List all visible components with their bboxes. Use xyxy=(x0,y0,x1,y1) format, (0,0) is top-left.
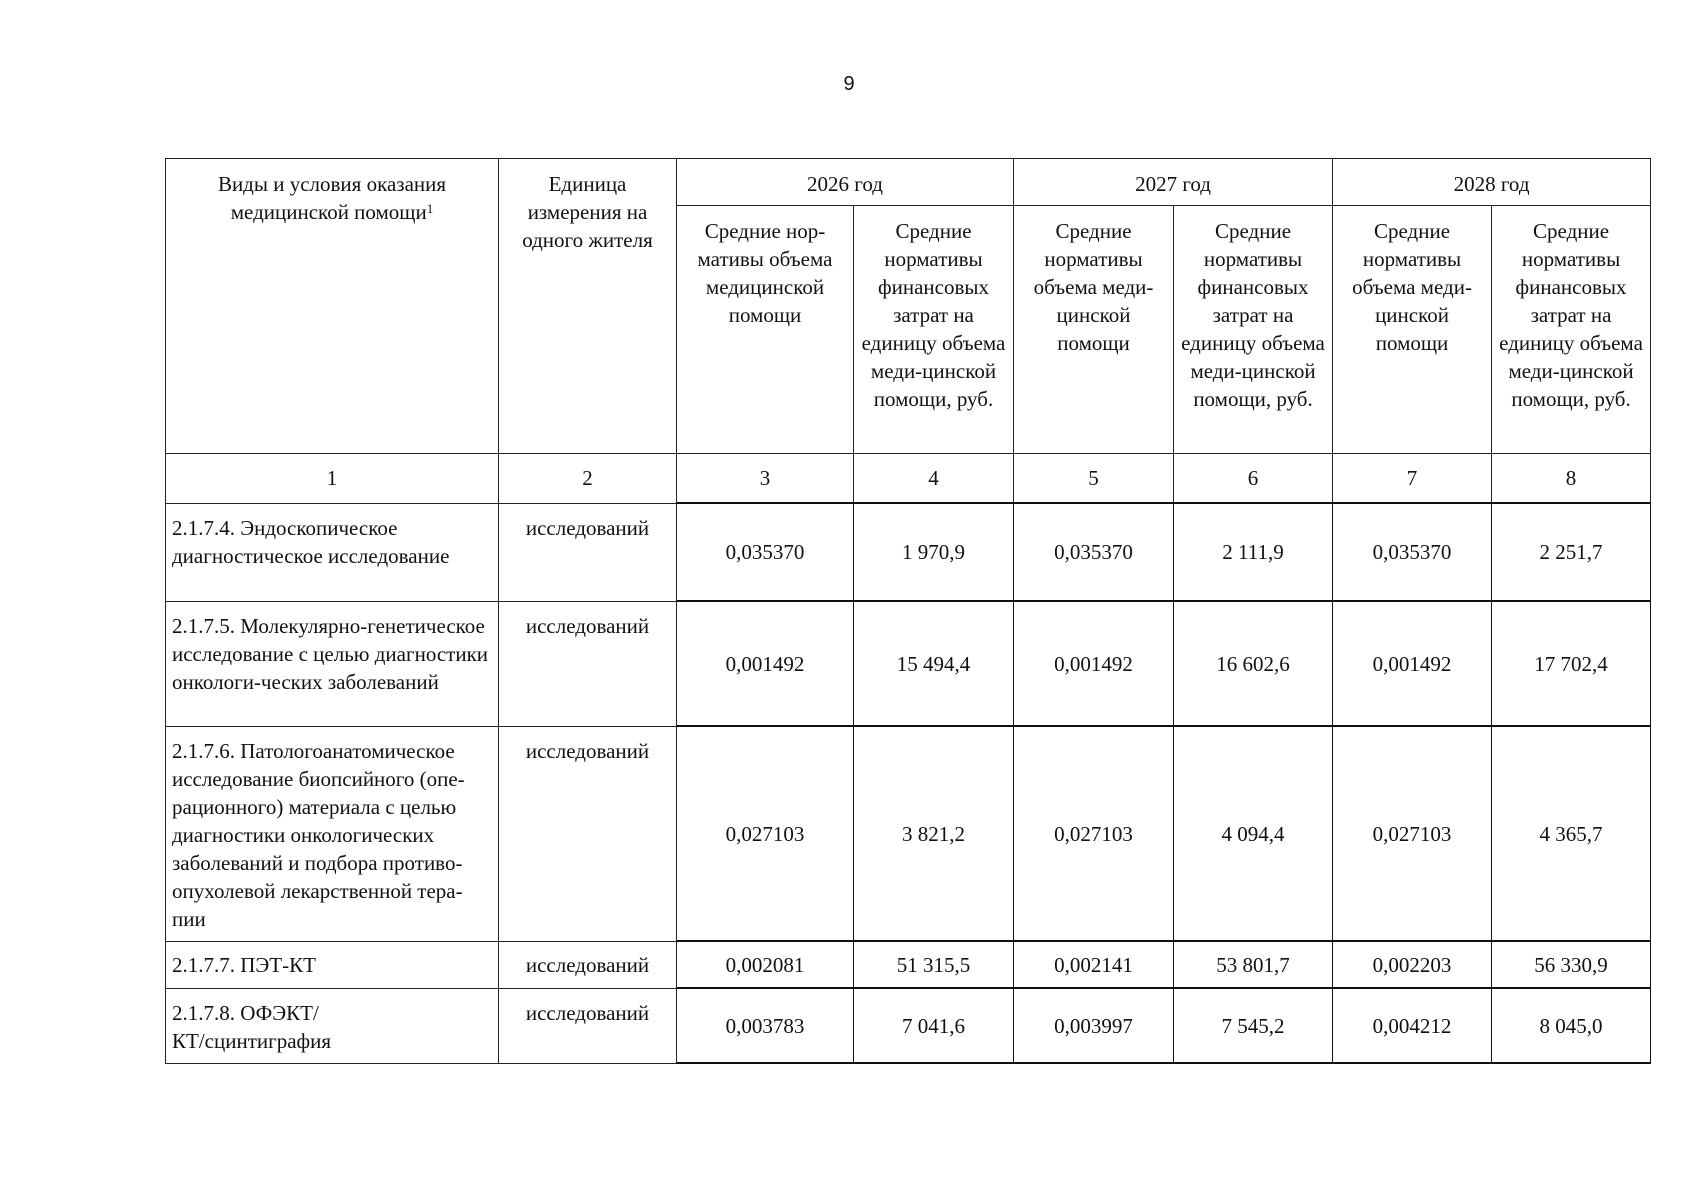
value-cell: 1 970,9 xyxy=(854,503,1014,601)
value-cell: 0,003997 xyxy=(1014,988,1174,1063)
table-row xyxy=(166,503,1651,601)
header-sub-5: Средние нормативы объема меди-цинской помощи xyxy=(1014,206,1174,454)
value-cell: 0,035370 xyxy=(1014,503,1174,601)
row-unit: исследований xyxy=(499,988,677,1063)
header-sub-7: Средние нормативы объема меди-цинской помощи xyxy=(1333,206,1492,454)
value-cell: 4 365,7 xyxy=(1492,726,1651,941)
row-name: 2.1.7.7. ПЭТ-КТ xyxy=(166,941,499,988)
header-sub-8: Средние нормативы финансовых затрат на единицу объема меди-цинской помощи, руб. xyxy=(1492,206,1651,454)
row-name: 2.1.7.6. Патологоанатомическое исследование биопсийного (опе-рационного) материала с целью диагностики онкологических заболеваний и подбора противо-опухолевой лекарственной тера-пии xyxy=(166,726,499,941)
value-cell: 53 801,7 xyxy=(1174,941,1333,988)
value-cell: 7 545,2 xyxy=(1174,988,1333,1063)
table-row xyxy=(166,988,1651,1063)
value-cell: 0,002203 xyxy=(1333,941,1492,988)
value-cell: 17 702,4 xyxy=(1492,601,1651,726)
value-cell: 0,002141 xyxy=(1014,941,1174,988)
value-cell: 16 602,6 xyxy=(1174,601,1333,726)
row-unit: исследований xyxy=(499,941,677,988)
header-col1-text: Виды и условия оказания медицинской помощи xyxy=(217,172,447,224)
header-sub-3: Средние нор-мативы объема медицинской помощи xyxy=(677,206,854,454)
header-sub-6: Средние нормативы финансовых затрат на единицу объема меди-цинской помощи, руб. xyxy=(1174,206,1333,454)
header-year-2027: 2027 год xyxy=(1014,159,1333,206)
value-cell: 8 045,0 xyxy=(1492,988,1651,1063)
norms-table xyxy=(165,158,1651,1064)
row-name: 2.1.7.5. Молекулярно-генетическое исследование с целью диагностики онкологи-ческих заболеваний xyxy=(166,601,499,726)
value-cell: 0,002081 xyxy=(677,941,854,988)
row-name: 2.1.7.8. ОФЭКТ/КТ/сцинтиграфия xyxy=(166,988,499,1063)
value-cell: 0,027103 xyxy=(677,726,854,941)
column-number: 4 xyxy=(854,454,1014,504)
value-cell: 0,027103 xyxy=(1014,726,1174,941)
value-cell: 51 315,5 xyxy=(854,941,1014,988)
value-cell: 0,027103 xyxy=(1333,726,1492,941)
value-cell: 2 111,9 xyxy=(1174,503,1333,601)
header-col1 xyxy=(166,159,499,454)
column-number: 5 xyxy=(1014,454,1174,504)
column-number: 8 xyxy=(1492,454,1651,504)
value-cell: 7 041,6 xyxy=(854,988,1014,1063)
value-cell: 56 330,9 xyxy=(1492,941,1651,988)
value-cell: 3 821,2 xyxy=(854,726,1014,941)
value-cell: 0,004212 xyxy=(1333,988,1492,1063)
value-cell: 0,001492 xyxy=(1333,601,1492,726)
value-cell: 15 494,4 xyxy=(854,601,1014,726)
column-number: 6 xyxy=(1174,454,1333,504)
column-number: 7 xyxy=(1333,454,1492,504)
table-row xyxy=(166,941,1651,988)
table-row xyxy=(166,601,1651,726)
row-unit: исследований xyxy=(499,726,677,941)
header-year-2026: 2026 год xyxy=(677,159,1014,206)
value-cell: 0,035370 xyxy=(1333,503,1492,601)
value-cell: 0,001492 xyxy=(677,601,854,726)
column-numbers-row xyxy=(166,454,1651,504)
footnote-marker: 1 xyxy=(426,201,434,216)
value-cell: 0,001492 xyxy=(1014,601,1174,726)
column-number: 2 xyxy=(499,454,677,504)
header-row-years xyxy=(166,159,1651,206)
header-year-2028: 2028 год xyxy=(1333,159,1651,206)
value-cell: 2 251,7 xyxy=(1492,503,1651,601)
column-number: 1 xyxy=(166,454,499,504)
column-number: 3 xyxy=(677,454,854,504)
row-unit: исследований xyxy=(499,601,677,726)
header-sub-4: Средние нормативы финансовых затрат на единицу объема меди-цинской помощи, руб. xyxy=(854,206,1014,454)
table-row xyxy=(166,726,1651,941)
row-name: 2.1.7.4. Эндоскопическое диагностическое исследование xyxy=(166,503,499,601)
page-number: 9 xyxy=(843,73,855,95)
value-cell: 4 094,4 xyxy=(1174,726,1333,941)
value-cell: 0,035370 xyxy=(677,503,854,601)
value-cell: 0,003783 xyxy=(677,988,854,1063)
header-col2: Единица измерения на одного жителя xyxy=(499,159,677,454)
row-unit: исследований xyxy=(499,503,677,601)
